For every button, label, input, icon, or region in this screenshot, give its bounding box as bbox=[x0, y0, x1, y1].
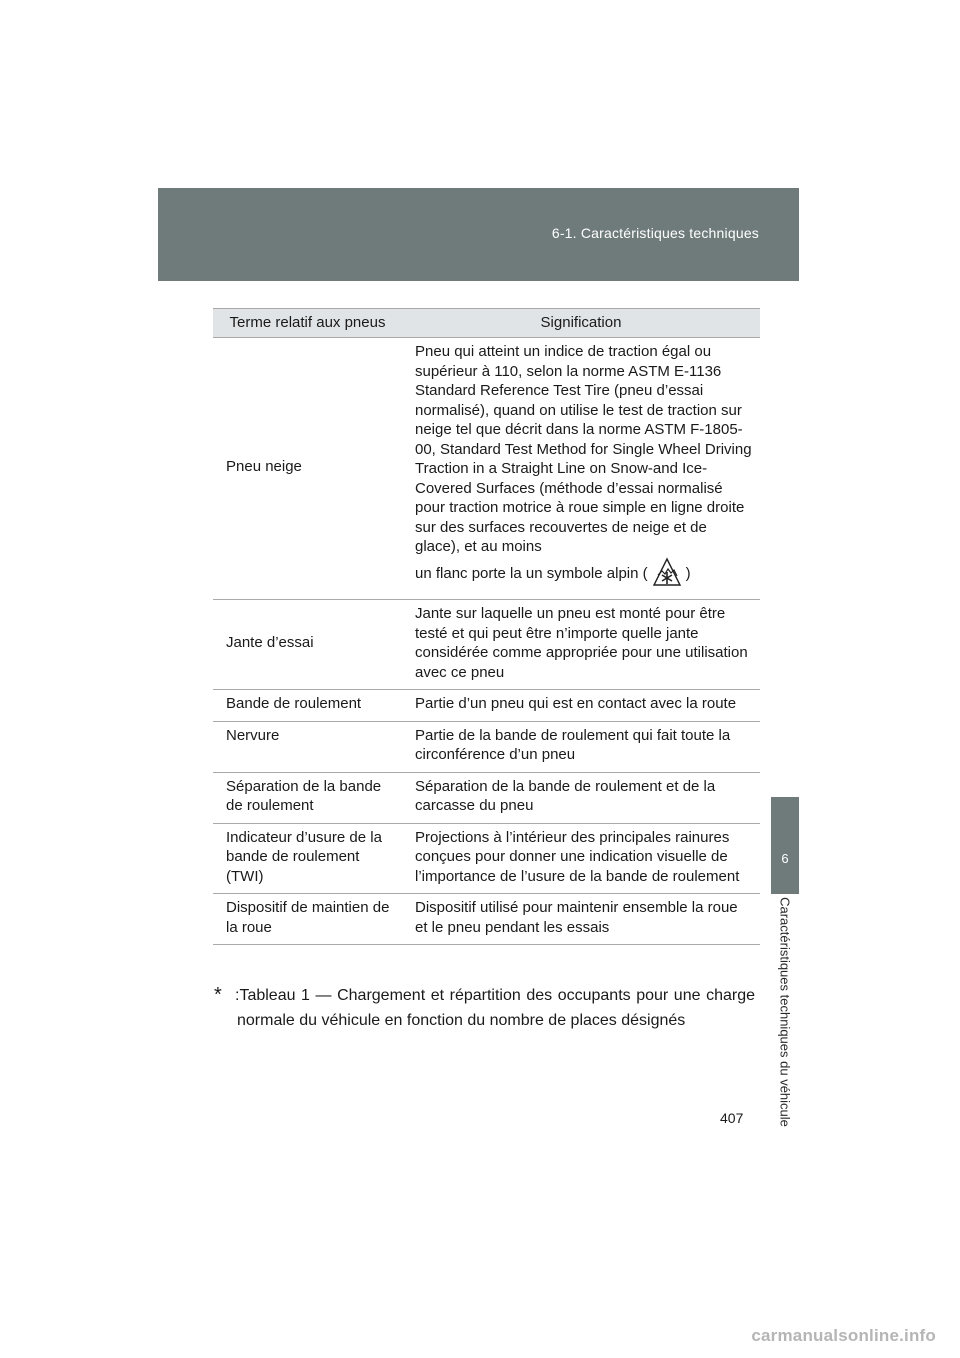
meaning-text-close: ) bbox=[685, 564, 691, 582]
table-row bbox=[213, 772, 760, 823]
meaning-cell: Partie d’un pneu qui est en contact avec la route bbox=[402, 690, 760, 722]
meaning-cell: Projections à l’intérieur des principales rainures conçues pour donner une indication visuelle de l’importance de l’usure de la bande de roulement bbox=[402, 823, 760, 894]
meaning-cell: Séparation de la bande de roulement et de la carcasse du pneu bbox=[402, 772, 760, 823]
footnote bbox=[214, 980, 755, 1033]
table-row bbox=[213, 690, 760, 722]
meaning-cell: Partie de la bande de roulement qui fait toute la circonférence d’un pneu bbox=[402, 721, 760, 772]
table-row bbox=[213, 894, 760, 945]
chapter-label: Caractéristiques techniques du véhicule bbox=[777, 897, 793, 1127]
footnote-text: :Tableau 1 — Chargement et répartition des occupants pour une charge normale du véhicule en fonction du nombre de places désignés bbox=[235, 987, 755, 1029]
term-cell: Indicateur d’usure de la bande de roulement (TWI) bbox=[213, 823, 402, 894]
term-cell: Dispositif de maintien de la roue bbox=[213, 894, 402, 945]
table-row bbox=[213, 338, 760, 600]
chapter-number: 6 bbox=[781, 851, 789, 866]
term-cell: Bande de roulement bbox=[213, 690, 402, 722]
meaning-cell bbox=[402, 338, 760, 600]
footnote-marker: * bbox=[214, 984, 222, 1006]
tire-terms-table bbox=[213, 308, 760, 945]
meaning-text-tail: un flanc porte la un symbole alpin ( bbox=[415, 564, 648, 582]
table-header-row bbox=[213, 309, 760, 338]
table-row bbox=[213, 600, 760, 690]
table-row bbox=[213, 823, 760, 894]
table-row bbox=[213, 721, 760, 772]
alpine-snowflake-icon bbox=[652, 557, 682, 593]
meaning-text: Pneu qui atteint un indice de traction égal ou supérieur à 110, selon la norme ASTM E-1136 Standard Reference Test Tire (pneu d’essai normalisé), quand on utilise le test de traction sur neige tel que décrit dans la norme ASTM F-1805-00, Standard Test Method for Single Wheel Driving Traction in a Straight Line on Snow-and Ice-Covered Surfaces (méthode d’essai normalisé pour traction motrice à roue simple en ligne droite sur des surfaces recouvertes de neige et de glace), et au moins bbox=[415, 343, 752, 555]
meaning-cell: Jante sur laquelle un pneu est monté pour être testé et qui peut être n’importe quelle jante considérée comme appropriée pour une utilisation avec ce pneu bbox=[402, 600, 760, 690]
column-header-meaning: Signification bbox=[402, 309, 760, 338]
term-cell: Jante d’essai bbox=[213, 600, 402, 690]
term-cell: Séparation de la bande de roulement bbox=[213, 772, 402, 823]
column-header-term: Terme relatif aux pneus bbox=[213, 309, 402, 338]
section-title: 6-1. Caractéristiques techniques bbox=[551, 225, 759, 241]
section-header bbox=[158, 188, 799, 281]
page-number: 407 bbox=[720, 1110, 744, 1126]
watermark: carmanualsonline.info bbox=[751, 1326, 936, 1345]
term-cell: Pneu neige bbox=[213, 338, 402, 600]
meaning-cell: Dispositif utilisé pour maintenir ensemble la roue et le pneu pendant les essais bbox=[402, 894, 760, 945]
term-cell: Nervure bbox=[213, 721, 402, 772]
chapter-tab bbox=[771, 797, 799, 894]
